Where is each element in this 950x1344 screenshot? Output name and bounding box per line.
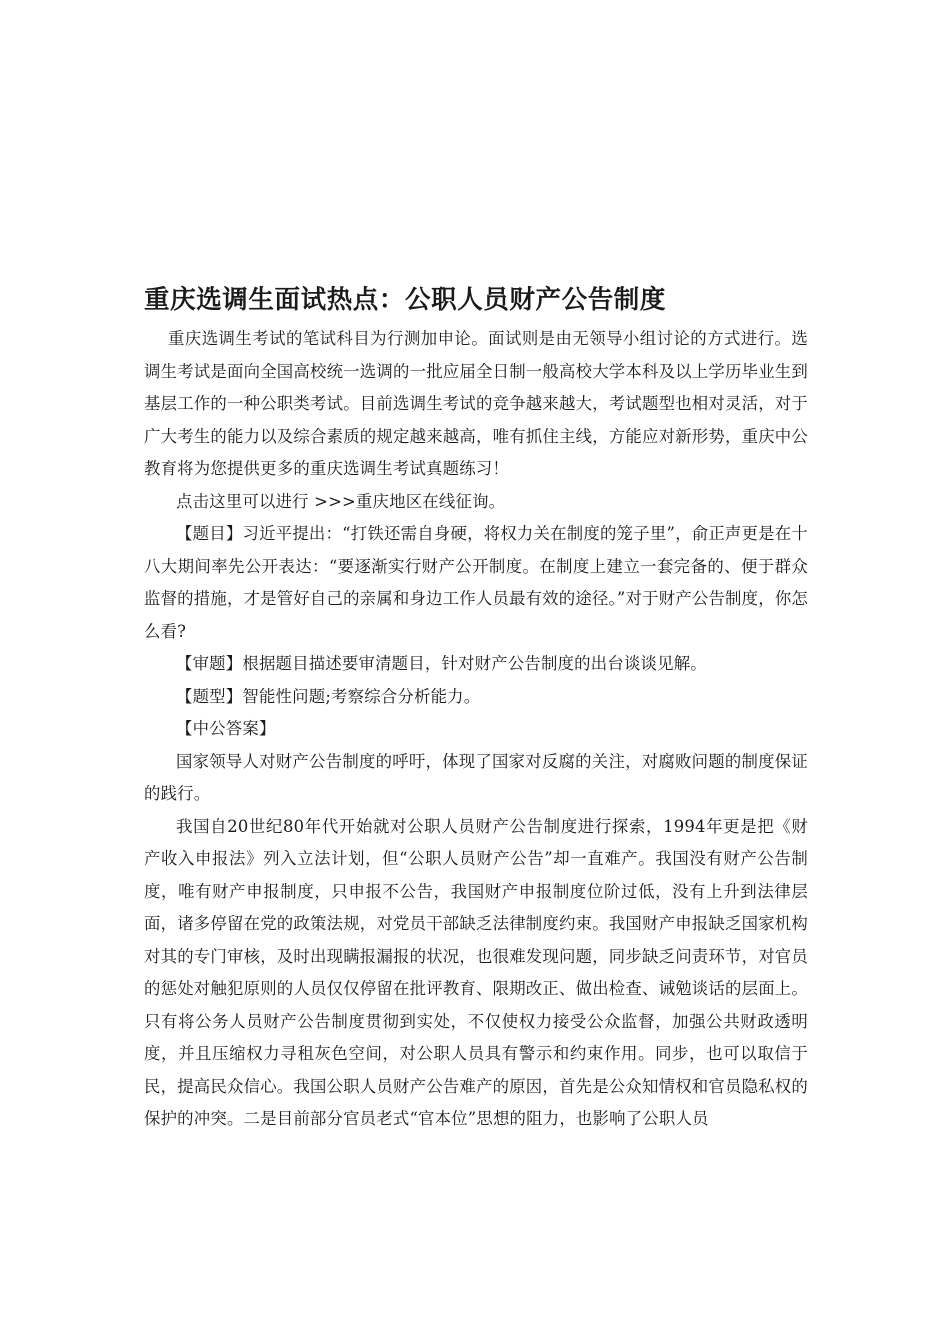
answer-heading: 【中公答案】 bbox=[176, 719, 276, 738]
type-paragraph: 【题型】智能性问题;考察综合分析能力。 bbox=[176, 686, 481, 706]
answer-paragraph-2: 我国自20世纪80年代开始就对公职人员财产公告制度进行探索，1994年更是把《财产收入申报法》列入立法计划，但“公职人员财产公告”却一直难产。我国没有财产公告制度，唯有财产申报制度，只申报不公告，我国财产申报制度位阶过低，没有上升到法律层面，诸多停留在党的政策法规，对党员干部缺乏法律制度约束。我国财产申报缺乏国家机构对其的专门审核，及时出现瞒报漏报的状况，也很难发现问题，同步缺乏问责环节，对官员的惩处对触犯原则的人员仅仅停留在批评教育、限期改正、做出检查、诫勉谈话的层面上。只有将公务人员财产公告制度贯彻到实处，不仅使权力接受公众监督，加强公共财政透明度，并且压缩权力寻租灰色空间，对公职人员具有警示和约束作用。同步，也可以取信于民，提高民众信心。我国公职人员财产公告难产的原因，首先是公众知情权和官员隐私权的保护的冲突。二是目前部分官员老式“官本位”思想的阻力，也影响了公职人员 bbox=[144, 816, 808, 1128]
document-title: 重庆选调生面试热点：公职人员财产公告制度 bbox=[144, 285, 667, 315]
review-paragraph: 【审题】根据题目描述要审清题目，针对财产公告制度的出台谈谈见解。 bbox=[176, 654, 707, 673]
question-paragraph: 【题目】习近平提出：“打铁还需自身硬，将权力关在制度的笼子里”，俞正声更是在十八大期间率先公开表达：“要逐渐实行财产公开制度。在制度上建立一套完备的、便于群众监督的措施，才是管好自己的亲属和身边工作人员最有效的途径。”对于财产公告制度，你怎么看? bbox=[144, 524, 809, 641]
answer-paragraph-1: 国家领导人对财产公告制度的呼吁，体现了国家对反腐的关注，对腐败问题的制度保证的践行。 bbox=[144, 751, 808, 803]
document-page bbox=[144, 280, 808, 1136]
intro-paragraph: 重庆选调生考试的笔试科目为行测加申论。面试则是由无领导小组讨论的方式进行。选调生考试是面向全国高校统一选调的一批应届全日制一般高校大学本科及以上学历毕业生到基层工作的一种公职类考试。目前选调生考试的竞争越来越大，考试题型也相对灵活，对于广大考生的能力以及综合素质的规定越来越高，唯有抓住主线，方能应对新形势，重庆中公教育将为您提供更多的重庆选调生考试真题练习！ bbox=[144, 329, 808, 478]
consult-link[interactable]: 点击这里可以进行 >>>重庆地区在线征询。 bbox=[176, 491, 506, 511]
